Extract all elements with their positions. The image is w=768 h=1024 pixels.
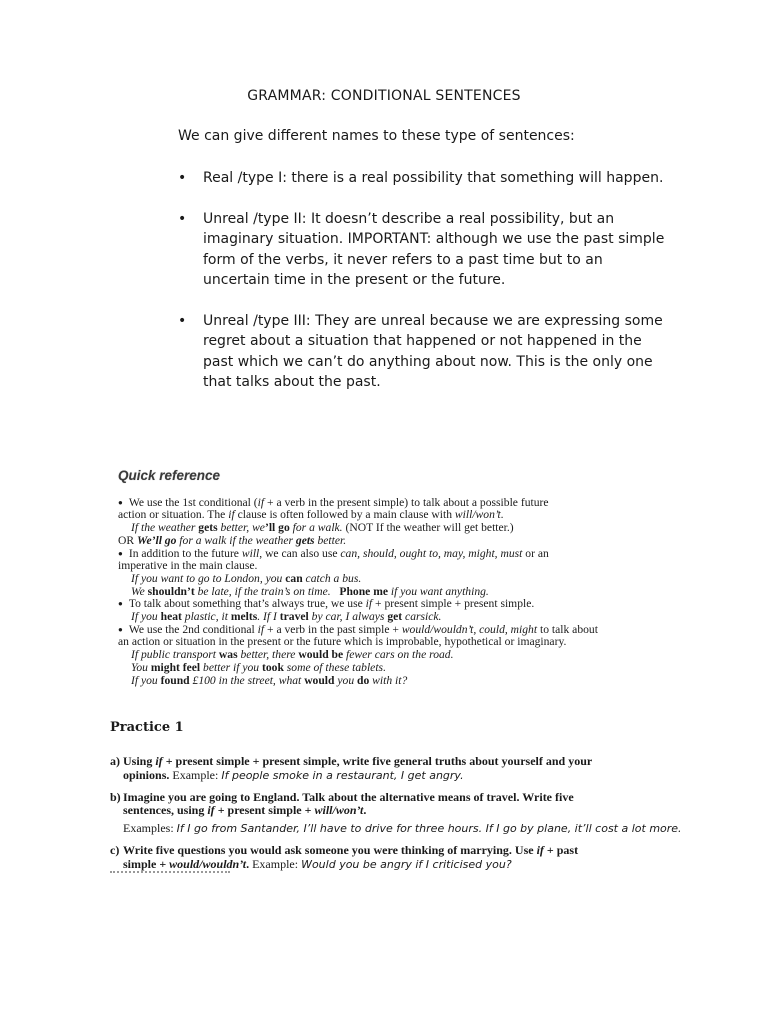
qr-point-4: ● We use the 2nd conditional if + a verb in the past simple + would/wouldn’t, could, might to talk about <box>110 624 648 637</box>
bullet-type-2: • Unreal /type II: It doesn’t describe a real possibility, but an imaginary situation. IMPORTANT: although we use the past simple form of the verbs, it never refers to a past time but to an uncertain time in the present or the future. <box>178 209 668 291</box>
qr-example-2: OR We’ll go for a walk if the weather gets better. <box>118 533 347 547</box>
qr-point-1: ● We use the 1st conditional (if + a verb in the present simple) to talk about a possible future <box>110 497 648 510</box>
qr-point-3: ● To talk about something that’s always true, we use if + present simple + present simple. <box>110 598 648 611</box>
qr-point-2-cont: imperative in the main clause. <box>118 559 258 573</box>
cut-off-line <box>110 871 230 877</box>
qr-example-5: If you heat plastic, it melts. If I travel by car, I always get carsick. <box>131 610 442 624</box>
page-title: GRAMMAR: CONDITIONAL SENTENCES <box>247 88 521 104</box>
qr-point-4-cont: an action or situation in the present or the future which is improbable, hypothetical or imaginary. <box>118 635 567 649</box>
qr-example-1: If the weather gets better, we’ll go for a walk. (NOT If the weather will get better.) <box>131 521 514 535</box>
practice-item-a: a) Using if + present simple + present simple, write five general truths about yourself and your opinions. Example: If people smoke in a restaurant, I get angry. <box>110 754 593 782</box>
qr-example-7: You might feel better if you took some of these tablets. <box>131 660 386 674</box>
bullet-list <box>178 168 668 413</box>
quick-reference-box <box>110 470 648 687</box>
qr-example-4: We shouldn’t be late, if the train’s on time. Phone me if you want anything. <box>131 584 489 598</box>
bullet-type-3: • Unreal /type III: They are unreal because we are expressing some regret about a situation that happened or not happened in the past which we can’t do anything about now. This is the only one that talks about the past. <box>178 311 668 393</box>
qr-point-2: ● In addition to the future will, we can also use can, should, ought to, may, might, must or an <box>110 548 648 561</box>
bullet-type-1: • Real /type I: there is a real possibility that something will happen. <box>178 168 668 189</box>
practice-list <box>110 754 682 880</box>
practice-item-c: c) Write five questions you would ask someone you were thinking of marrying. Use if + past simple + would/wouldn’t. Example: Would you be angry if I criticised you? <box>110 842 579 871</box>
qr-example-8: If you found £100 in the street, what would you do with it? <box>131 673 408 687</box>
qr-example-6: If public transport was better, there would be fewer cars on the road. <box>131 648 454 662</box>
quick-reference-heading: Quick reference <box>118 468 221 483</box>
practice-item-b: b) Imagine you are going to England. Talk about the alternative means of travel. Write five sentences, using if + present simple + will/won’t. Examples: If I go from Santander, I’ll have to drive for three hours. If I go by plane, it’ll cost a lot more. <box>110 789 682 836</box>
qr-example-3: If you want to go to London, you can catch a bus. <box>131 571 362 585</box>
qr-point-1-cont: action or situation. The if clause is often followed by a main clause with will/won’t. <box>118 508 504 522</box>
practice-heading: Practice 1 <box>110 720 184 735</box>
intro-text: We can give different names to these type of sentences: <box>178 128 575 144</box>
